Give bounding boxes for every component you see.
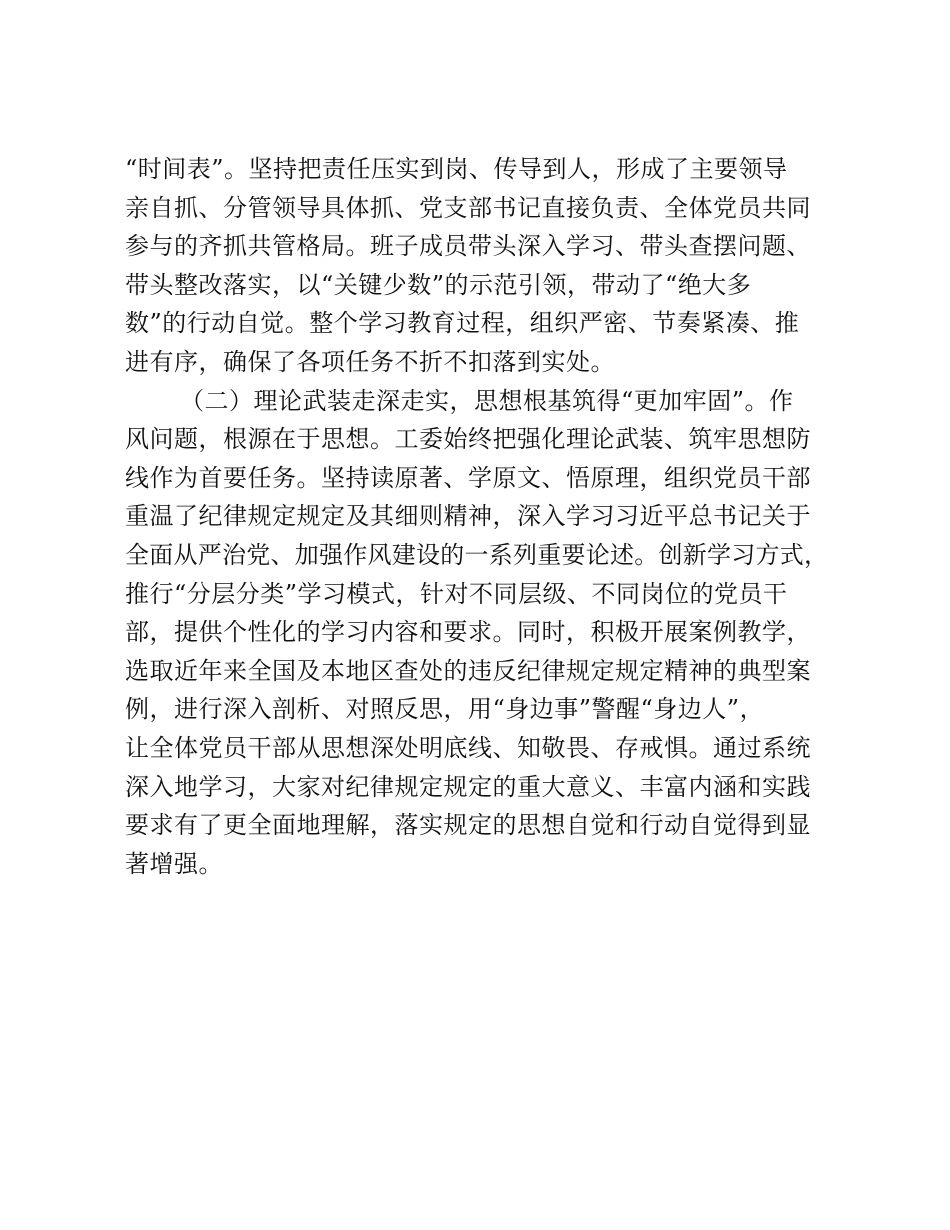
text-line — [125, 575, 835, 614]
line-text: 例，进行深入剖析、对照反思，用“身边事”警醒“身边人”， — [125, 695, 765, 724]
line-text: 进有序，确保了各项任务不折不扣落到实处。 — [125, 347, 615, 376]
text-line — [125, 536, 835, 575]
text-line — [125, 420, 835, 459]
text-line — [125, 189, 835, 228]
text-line — [125, 304, 835, 343]
text-line — [125, 459, 835, 498]
line-text: “时间表”。坚持把责任压实到岗、传导到人，形成了主要领导 — [125, 155, 788, 183]
line-text: 线作为首要任务。坚持读原著、学原文、悟原理，组织党员干部 — [125, 463, 811, 492]
section-heading-line — [125, 382, 835, 421]
section-heading-text: （二）理论武装走深走实，思想根基筑得“更加牢固”。作 — [180, 386, 794, 415]
line-text: 重温了纪律规定规定及其细则精神，深入学习习近平总书记关于 — [125, 502, 811, 531]
line-text: 风问题，根源在于思想。工委始终把强化理论武装、筑牢思想防 — [125, 425, 811, 454]
line-text: 让全体党员干部从思想深处明底线、知敬畏、存戒惧。通过系统 — [125, 733, 811, 762]
body-text — [125, 150, 835, 883]
line-text: 全面从严治党、加强作风建设的一系列重要论述。创新学习方式， — [125, 540, 829, 569]
text-line — [125, 729, 835, 768]
line-text: 深入地学习，大家对纪律规定规定的重大意义、丰富内涵和实践 — [125, 772, 811, 801]
text-line — [125, 768, 835, 807]
line-text: 带头整改落实，以“关键少数”的示范引领，带动了“绝大多 — [125, 270, 752, 299]
line-text: 参与的齐抓共管格局。班子成员带头深入学习、带头查摆问题、 — [125, 232, 811, 261]
text-line — [125, 227, 835, 266]
text-line — [125, 845, 835, 884]
paragraph-1 — [125, 150, 835, 382]
text-line — [125, 613, 835, 652]
text-line — [125, 652, 835, 691]
text-line — [125, 150, 835, 189]
text-line — [125, 266, 835, 305]
text-line — [125, 806, 835, 845]
line-text: 选取近年来全国及本地区查处的违反纪律规定规定精神的典型案 — [125, 656, 811, 685]
line-text: 亲自抓、分管领导具体抓、党支部书记直接负责、全体党员共同 — [125, 193, 811, 222]
line-text: 数”的行动自觉。整个学习教育过程，组织严密、节奏紧凑、推 — [125, 309, 800, 338]
text-line — [125, 497, 835, 536]
text-line — [125, 343, 835, 382]
line-text: 要求有了更全面地理解，落实规定的思想自觉和行动自觉得到显 — [125, 811, 811, 840]
line-text: 著增强。 — [125, 849, 223, 878]
line-text: 部，提供个性化的学习内容和要求。同时，积极开展案例教学， — [125, 618, 811, 647]
text-line — [125, 690, 835, 729]
line-text: 推行“分层分类”学习模式，针对不同层级、不同岗位的党员干 — [125, 579, 788, 608]
paragraph-2 — [125, 382, 835, 884]
